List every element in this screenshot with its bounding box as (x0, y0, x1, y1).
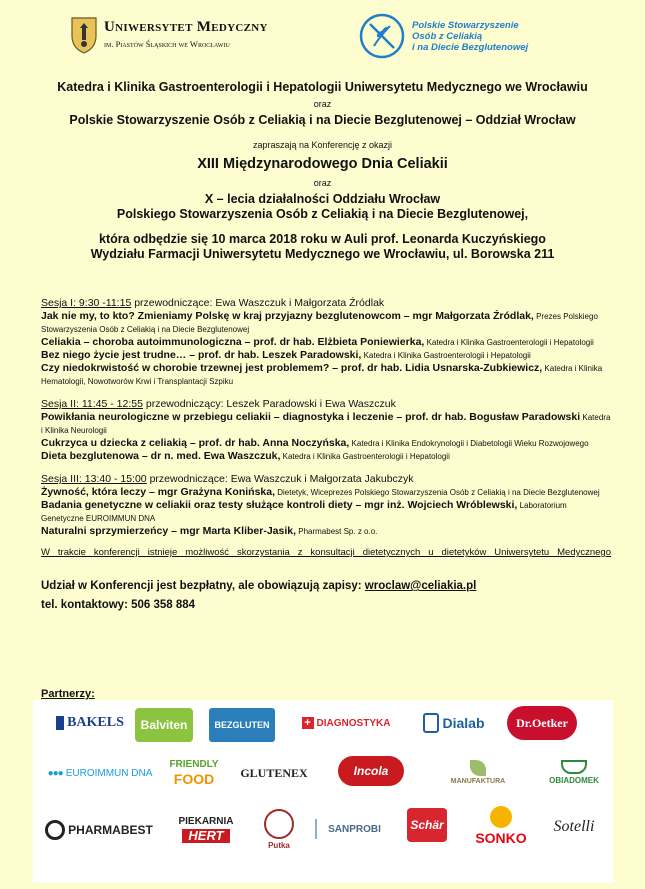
logo-manufaktura: MANUFAKTURA (433, 752, 523, 792)
logo-bakels: BAKELS (55, 710, 125, 736)
logo-dialab: Dialab (419, 710, 489, 736)
psc-logo (358, 12, 528, 60)
bakels-icon (56, 716, 64, 730)
logo-sotelli: Sotelli (553, 818, 595, 835)
logo-putka: Putka (259, 804, 299, 854)
dialab-icon (423, 713, 439, 733)
logo-friendly-food: FRIENDLY FOOD (169, 759, 219, 787)
talk: Cukrzyca u dziecka z celiakią – prof. dr hab. Anna Noczyńska, Katedra i Klinika Endokrynologii i Diabetologii Wieku Rozwojowego (41, 437, 589, 449)
session-3 (41, 473, 611, 538)
session-chairs: przewodniczące: Ewa Waszczuk i Małgorzata Źródlak (131, 297, 385, 309)
organizer-1: Katedra i Klinika Gastroenterologii i Hepatologii Uniwersytetu Medycznego we Wrocławiu (57, 80, 588, 94)
psc-line-2: Osób z Celiakią (412, 30, 483, 42)
pot-icon (561, 760, 587, 774)
umw-name: Uniwersytet Medyczny (104, 18, 268, 35)
talk: Dieta bezglutenowa – dr n. med. Ewa Waszczuk, Katedra i Klinika Gastroenterologii i Hepatologii (41, 450, 450, 462)
sun-icon (490, 806, 512, 828)
program (41, 297, 611, 615)
consultation-note: W trakcie konferencji istnieje możliwość skorzystania z konsultacji dietetycznych u dietetyków Uniwersytetu Medycznego (41, 547, 611, 558)
logo-balviten: Balviten (135, 708, 193, 742)
logo-bezgluten: BEZGLUTEN (209, 708, 275, 742)
registration (41, 577, 611, 615)
logo-sonko: SONKO (465, 802, 537, 850)
psc-line-3: i na Diecie Bezglutenowej (412, 41, 529, 53)
anniversary-1: X – lecia działalności Oddziału Wrocław (204, 192, 441, 206)
and-1: oraz (313, 99, 332, 109)
header (0, 0, 645, 70)
umw-logo (70, 14, 268, 54)
talk: Żywność, która leczy – mgr Grażyna Konińska, Dietetyk, Wiceprezes Polskiego Stowarzyszenia Osób z Celiakią i na Diecie Bezglutenowej (41, 486, 600, 498)
talk: Badania genetyczne w celiakii oraz testy służące kontroli diety – mgr inż. Wojciech Wróblewski, Laboratorium Genetyczne EUROIMMUN DNA (41, 499, 567, 523)
session-1 (41, 297, 611, 388)
organizer-2: Polskie Stowarzyszenie Osób z Celiakią i na Diecie Bezglutenowej – Oddział Wrocław (69, 113, 576, 127)
talk: Czy niedokrwistość w chorobie trzewnej jest problemem? – prof. dr hab. Lidia Usnarska-Zubkiewicz, Katedra i Klinika Hematologii, Nowotworów Krwi i Transplantacji Szpiku (41, 362, 603, 386)
session-chairs: przewodniczący: Leszek Paradowski i Ewa Waszczuk (142, 398, 396, 410)
plus-icon: + (302, 717, 314, 729)
logo-obiadomek: OBIADOMEK (541, 758, 607, 786)
talk: Jak nie my, to kto? Zmieniamy Polskę w kraj przyjazny bezglutenowcom – mgr Małgorzata Źródlak, Prezes Polskiego Stowarzyszenia Osób z Celiakią i na Diecie Bezglutenowej (41, 310, 598, 334)
contact-phone: tel. kontaktowy: 506 358 884 (41, 599, 196, 611)
baker-icon (264, 809, 294, 839)
venue-1: która odbędzie się 10 marca 2018 roku w Auli prof. Leonarda Kuczyńskiego (99, 232, 546, 246)
logo-euroimmun: ●●● EUROIMMUN DNA (47, 767, 153, 779)
registration-text: Udział w Konferencji jest bezpłatny, ale obowiązują zapisy: (41, 580, 365, 592)
logo-sanprobi: SANPROBI (313, 812, 383, 846)
umw-subtitle: im. Piastów Śląskich we Wrocławiu (104, 38, 230, 49)
umw-crest-icon (70, 14, 98, 54)
session-chairs: przewodniczące: Ewa Waszczuk i Małgorzata Jakubczyk (146, 473, 414, 485)
partners-title: Partnerzy: (41, 688, 95, 700)
and-2: oraz (313, 178, 332, 188)
logo-incola: Incola (338, 756, 404, 786)
pharmabest-icon (45, 820, 65, 840)
talk: Naturalni sprzymierzeńcy – mgr Marta Kliber-Jasik, Pharmabest Sp. z o.o. (41, 525, 378, 537)
venue-2: Wydziału Farmacji Uniwersytetu Medycznego we Wrocławiu, ul. Borowska 211 (90, 247, 555, 261)
invitation (0, 80, 645, 262)
session-2 (41, 398, 611, 463)
logo-dr-oetker: Dr.Oetker (507, 706, 577, 740)
psc-line-1: Polskie Stowarzyszenie (412, 19, 519, 31)
partners-logos (33, 700, 613, 883)
leaf-icon (470, 760, 486, 776)
talk: Bez niego życie jest trudne… – prof. dr hab. Leszek Paradowski, Katedra i Klinika Gastroenterologii i Hepatologii (41, 349, 531, 361)
conference-title: XIII Międzynarodowego Dnia Celiakii (197, 156, 448, 172)
logo-pharmabest: PHARMABEST (39, 818, 159, 842)
invite-text: zapraszają na Konferencję z okazji (252, 140, 393, 150)
talk: Powikłania neurologiczne w przebiegu celiakii – diagnostyka i leczenie – prof. dr hab. Bogusław Paradowski Katedra i Klinika Neurologii (41, 411, 611, 435)
registration-email-link[interactable]: wroclaw@celiakia.pl (364, 580, 477, 592)
anniversary-2: Polskiego Stowarzyszenia Osób z Celiakią i na Diecie Bezglutenowej, (116, 207, 529, 221)
logo-glutenex: GLUTENEX (240, 765, 308, 780)
psc-wheat-icon (358, 12, 406, 60)
logo-piekarnia-hert: PIEKARNIA HERT (178, 816, 234, 843)
logo-diagnostyka: + DIAGNOSTYKA (291, 712, 401, 734)
sanprobi-icon (315, 819, 325, 839)
session-label: Sesja III: 13:40 - 15:00 (41, 473, 147, 485)
session-label: Sesja I: 9:30 -11:15 (41, 297, 132, 309)
talk: Celiakia – choroba autoimmunologiczna – prof. dr hab. Elżbieta Poniewierka, Katedra i Klinika Gastroenterologii i Hepatologii (41, 336, 594, 348)
session-label: Sesja II: 11:45 - 12:55 (41, 398, 143, 410)
logo-schar: Schär (407, 808, 447, 842)
dots-icon: ●●● (47, 767, 63, 779)
